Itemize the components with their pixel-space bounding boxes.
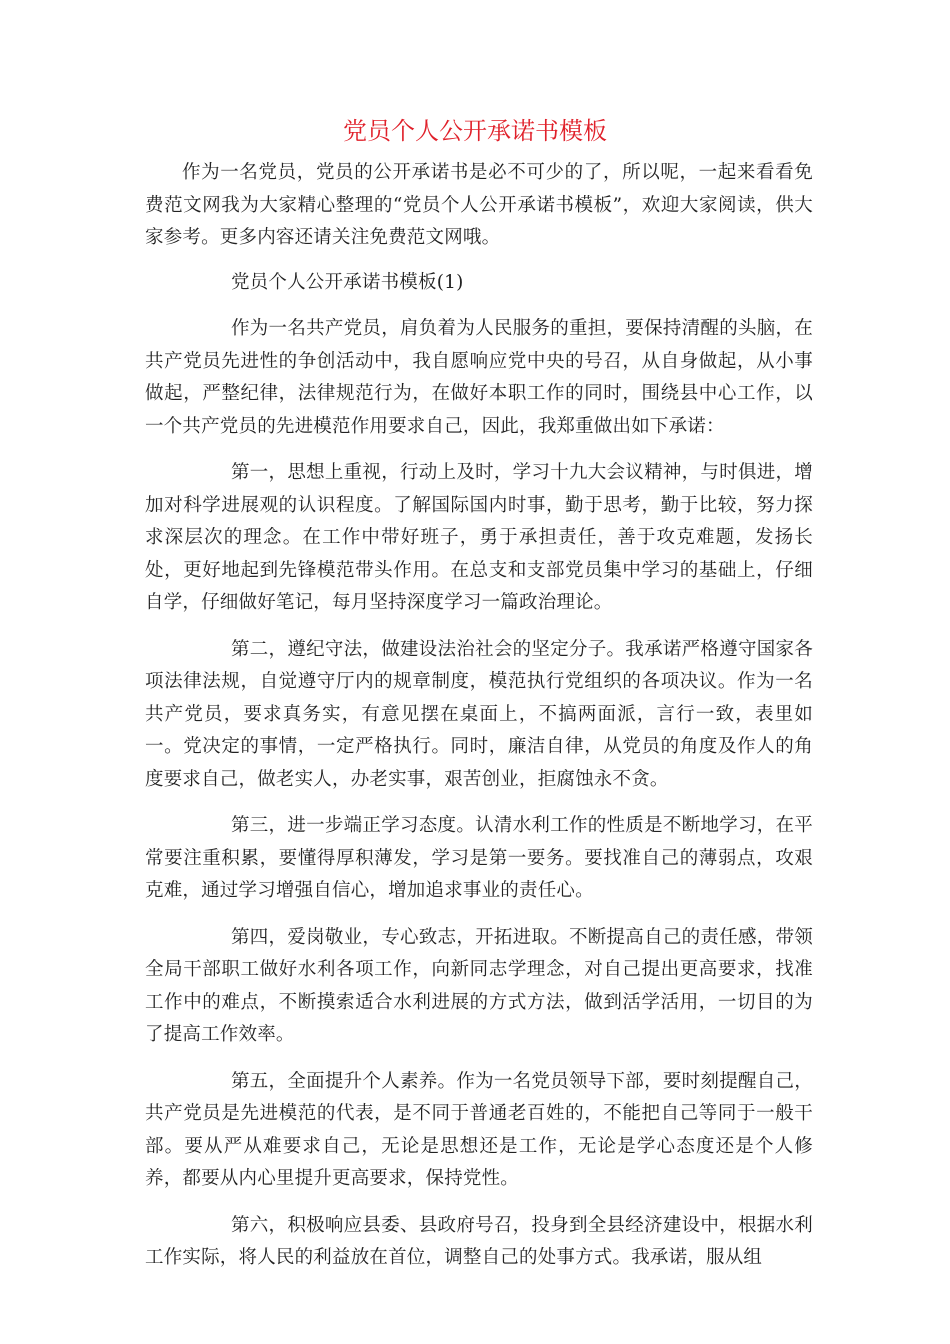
paragraph-sixth: 第六，积极响应县委、县政府号召，投身到全县经济建设中，根据水利工作实际，将人民的利益放在首位，调整自己的处事方式。我承诺，服从组 — [145, 1214, 813, 1268]
section-heading: 党员个人公开承诺书模板(1) — [231, 271, 464, 293]
paragraph-preamble: 作为一名共产党员，肩负着为人民服务的重担，要保持清醒的头脑，在共产党员先进性的争创活动中，我自愿响应党中央的号召，从自身做起，从小事做起，严整纪律，法律规范行为，在做好本职工作的同时，围绕县中心工作，以一个共产党员的先进模范作用要求自己，因此，我郑重做出如下承诺： — [145, 318, 813, 437]
intro-paragraph: 作为一名党员，党员的公开承诺书是必不可少的了，所以呢，一起来看看免费范文网我为大家精心整理的“党员个人公开承诺书模板”，欢迎大家阅读，供大家参考。更多内容还请关注免费范文网哦。 — [145, 162, 813, 248]
paragraph-first: 第一，思想上重视，行动上及时，学习十九大会议精神，与时俱进，增加对科学进展观的认识程度。了解国际国内时事，勤于思考，勤于比较，努力探求深层次的理念。在工作中带好班子，勇于承担责任，善于攻克难题，发扬长处，更好地起到先锋模范带头作用。在总支和支部党员集中学习的基础上，仔细自学，仔细做好笔记，每月坚持深度学习一篇政治理论。 — [145, 462, 813, 613]
paragraph-third: 第三，进一步端正学习态度。认清水利工作的性质是不断地学习，在平常要注重积累，要懂得厚积薄发，学习是第一要务。要找准自己的薄弱点，攻艰克难，通过学习增强自信心，增加追求事业的责任心。 — [145, 815, 813, 901]
document-title: 党员个人公开承诺书模板 — [343, 117, 607, 145]
paragraph-fourth: 第四，爱岗敬业，专心致志，开拓进取。不断提高自己的责任感，带领全局干部职工做好水利各项工作，向新同志学理念，对自己提出更高要求，找准工作中的难点，不断摸索适合水利进展的方式方法，做到活学活用，一切目的为了提高工作效率。 — [145, 926, 813, 1045]
document-body — [145, 157, 813, 1289]
paragraph-second: 第二，遵纪守法，做建设法治社会的坚定分子。我承诺严格遵守国家各项法律法规，自觉遵守厅内的规章制度，模范执行党组织的各项决议。作为一名共产党员，要求真务实，有意见摆在桌面上，不搞两面派，言行一致，表里如一。党决定的事情，一定严格执行。同时，廉洁自律，从党员的角度及作人的角度要求自己，做老实人，办老实事，艰苦创业，拒腐蚀永不贪。 — [145, 638, 813, 790]
paragraph-fifth: 第五，全面提升个人素养。作为一名党员领导下部，要时刻提醒自己，共产党员是先进模范的代表，是不同于普通老百姓的，不能把自己等同于一般干部。要从严从难要求自己，无论是思想还是工作，无论是学心态度还是个人修养，都要从内心里提升更高要求，保持党性。 — [145, 1070, 813, 1189]
